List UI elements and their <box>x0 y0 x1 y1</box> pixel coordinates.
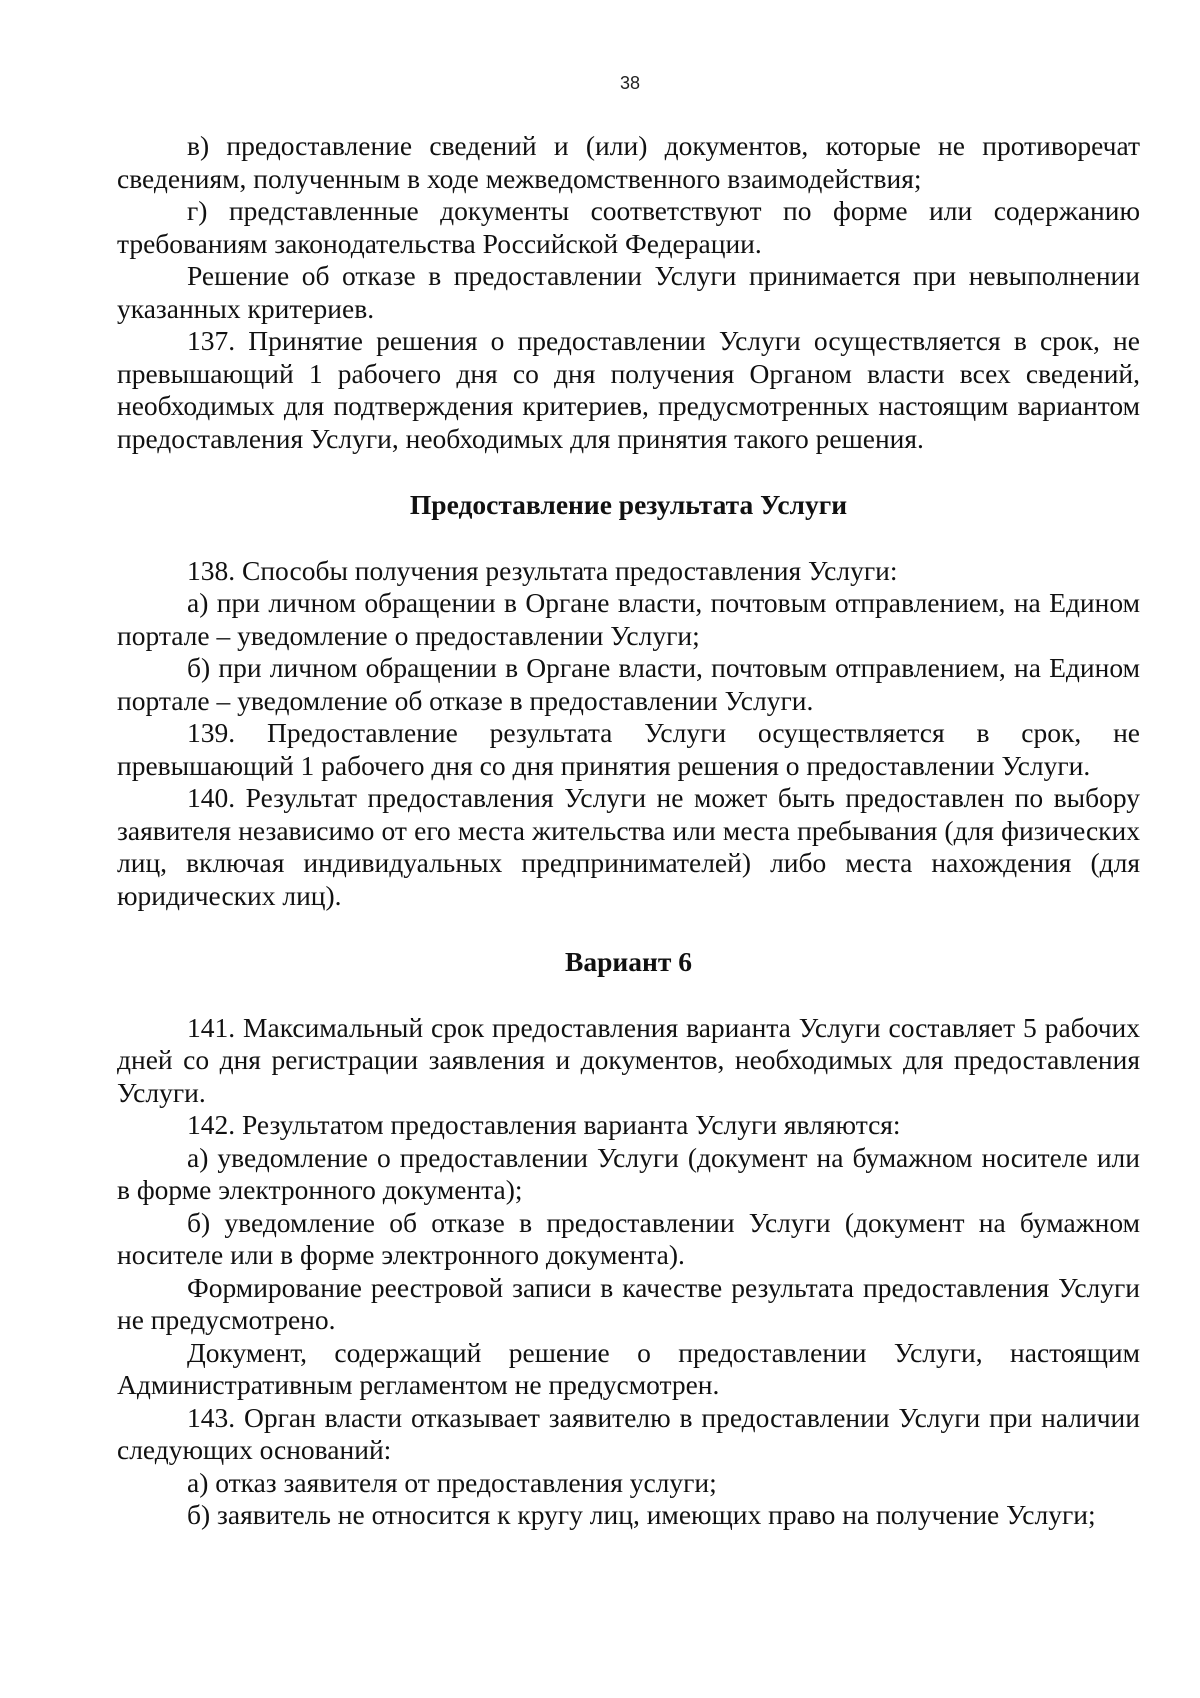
paragraph-refusal-decision: Решение об отказе в предоставлении Услуги принимается при невыполнении указанных критериев. <box>117 260 1140 324</box>
paragraph-registry-record: Формирование реестровой записи в качестве результата предоставления Услуги не предусмотрено. <box>117 1271 1140 1335</box>
paragraph-criterion-g: г) представленные документы соответствуют по форме или содержанию требованиям законодательства Российской Федерации. <box>117 195 1140 259</box>
document-body <box>117 130 1140 1532</box>
paragraph-143-b: б) заявитель не относится к кругу лиц, имеющих право на получение Услуги; <box>187 1499 1096 1530</box>
paragraph-138-b: б) при личном обращении в Органе власти, почтовым отправлением, на Едином портале – уведомление об отказе в предоставлении Услуги. <box>117 652 1140 716</box>
paragraph-141: 141. Максимальный срок предоставления варианта Услуги составляет 5 рабочих дней со дня регистрации заявления и документов, необходимых для предоставления Услуги. <box>117 1011 1140 1108</box>
paragraph-138: 138. Способы получения результата предоставления Услуги: <box>187 554 898 586</box>
paragraph-143-a: а) отказ заявителя от предоставления услуги; <box>187 1466 717 1498</box>
paragraph-142-a: а) уведомление о предоставлении Услуги (документ на бумажном носителе или в форме электронного документа); <box>117 1141 1140 1205</box>
page-number: 38 <box>619 73 641 93</box>
paragraph-142-b: б) уведомление об отказе в предоставлении Услуги (документ на бумажном носителе или в форме электронного документа). <box>117 1206 1140 1270</box>
paragraph-143: 143. Орган власти отказывает заявителю в предоставлении Услуги при наличии следующих оснований: <box>117 1401 1140 1465</box>
paragraph-criterion-v: в) предоставление сведений и (или) документов, которые не противоречат сведениям, полученным в ходе межведомственного взаимодействия; <box>117 130 1140 194</box>
paragraph-138-a: а) при личном обращении в Органе власти, почтовым отправлением, на Едином портале – уведомление о предоставлении Услуги; <box>117 587 1140 651</box>
section-heading-result: Предоставление результата Услуги <box>409 489 848 520</box>
section-heading-variant-6: Вариант 6 <box>565 946 692 977</box>
paragraph-140: 140. Результат предоставления Услуги не может быть предоставлен по выбору заявителя независимо от его места жительства или места пребывания (для физических лиц, включая индивидуальных предпринимателей) либо места нахождения (для юридических лиц). <box>117 782 1140 911</box>
paragraph-137: 137. Принятие решения о предоставлении Услуги осуществляется в срок, не превышающий 1 рабочего дня со дня получения Органом власти всех сведений, необходимых для подтверждения критериев, предусмотренных настоящим вариантом предоставления Услуги, необходимых для принятия такого решения. <box>117 325 1140 454</box>
paragraph-142: 142. Результатом предоставления варианта Услуги являются: <box>187 1109 901 1140</box>
paragraph-139: 139. Предоставление результата Услуги осуществляется в срок, не превышающий 1 рабочего дня со дня принятия решения о предоставлении Услуги. <box>117 717 1140 781</box>
paragraph-decision-document: Документ, содержащий решение о предоставлении Услуги, настоящим Административным регламентом не предусмотрен. <box>117 1336 1140 1400</box>
